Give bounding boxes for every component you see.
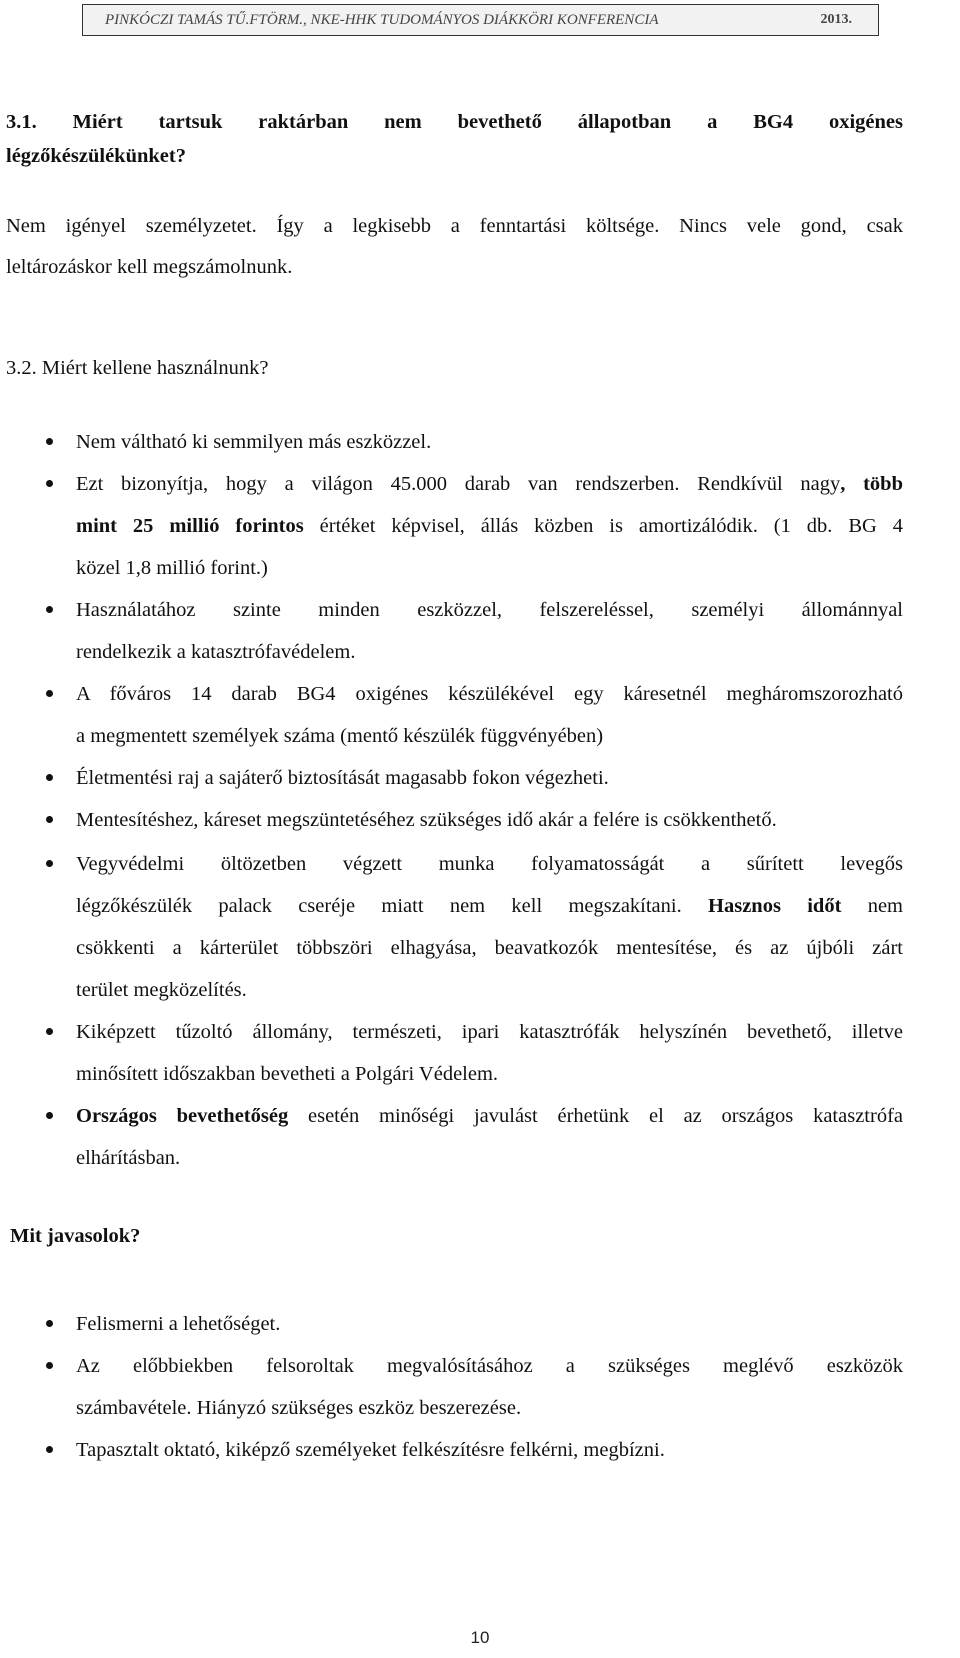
list-item-text: Mentesítéshez, káreset megszüntetéséhez szükséges idő akár a felére is csökkenthető.	[76, 809, 777, 831]
page-header	[82, 4, 879, 36]
section-3-1-para-line2: leltározáskor kell megszámolnunk.	[6, 256, 293, 278]
list-item-emphasis: mint 25 millió forintos	[76, 515, 304, 537]
bullet-icon	[46, 438, 53, 445]
list-item-text: Nem váltható ki semmilyen más eszközzel.	[76, 431, 432, 453]
list-item-text: közel 1,8 millió forint.)	[76, 557, 268, 579]
list-item-text: Felismerni a lehetőséget.	[76, 1313, 281, 1335]
list-item-text: Az előbbiekben felsoroltak megvalósításához a szükséges meglévő eszközök	[76, 1355, 903, 1377]
bullet-icon	[46, 774, 53, 781]
section-3-1-title-line1: 3.1. Miért tartsuk raktárban nem bevethető állapotban a BG4 oxigénes	[6, 111, 903, 133]
list-item-text: csökkenti a kárterület többszöri elhagyása, beavatkozók mentesítése, és az újbóli zárt	[76, 937, 903, 959]
bullet-icon	[46, 606, 53, 613]
list-item-text: Használatához szinte minden eszközzel, felszereléssel, személyi állománnyal	[76, 599, 903, 621]
bullet-icon	[46, 860, 53, 867]
bullet-icon	[46, 1446, 53, 1453]
section-3-1-para-line1: Nem igényel személyzetet. Így a legkisebb a fenntartási költsége. Nincs vele gond, csak	[6, 215, 903, 237]
list-item-text: Vegyvédelmi öltözetben végzett munka folyamatosságát a sűrített levegős	[76, 853, 903, 875]
bullet-icon	[46, 1112, 53, 1119]
list-item-text: a megmentett személyek száma (mentő készülék függvényében)	[76, 725, 604, 747]
list-item-text: Életmentési raj a sajáterő biztosítását magasabb fokon végezheti.	[76, 767, 609, 789]
bullet-icon	[46, 480, 53, 487]
proposal-title: Mit javasolok?	[10, 1225, 141, 1247]
list-item-text: légzőkészülék palack cseréje miatt nem kell megszakítani.	[76, 895, 709, 917]
list-item-text: értéket képvisel, állás közben is amortizálódik. (1 db. BG 4	[303, 515, 903, 537]
list-item-text: Ezt bizonyítja, hogy a világon 45.000 darab van rendszerben. Rendkívül nagy	[76, 473, 841, 495]
list-item-emphasis: Hasznos időt	[708, 895, 842, 917]
list-item-text: minősített időszakban bevetheti a Polgári Védelem.	[76, 1063, 499, 1085]
list-item-text: nem	[841, 895, 903, 917]
section-3-1-title-line2: légzőkészülékünket?	[6, 145, 186, 167]
bullet-icon	[46, 816, 53, 823]
list-item-text: elhárításban.	[76, 1147, 181, 1169]
bullet-icon	[46, 1028, 53, 1035]
bullet-icon	[46, 690, 53, 697]
bullet-icon	[46, 1320, 53, 1327]
list-item-text: A főváros 14 darab BG4 oxigénes készülékével egy káresetnél megháromszorozható	[76, 683, 903, 705]
list-item-text: Kiképzett tűzoltó állomány, természeti, ipari katasztrófák helyszínén bevethető, illetve	[76, 1021, 903, 1043]
list-item-text: Tapasztalt oktató, kiképző személyeket felkészítésre felkérni, megbízni.	[76, 1439, 665, 1461]
list-item-text: rendelkezik a katasztrófavédelem.	[76, 641, 356, 663]
list-item-text: számbavétele. Hiányzó szükséges eszköz beszerezése.	[76, 1397, 522, 1419]
list-item-line	[76, 885, 903, 927]
list-item-text: esetén minőségi javulást érhetünk el az országos katasztrófa	[288, 1105, 903, 1127]
page-number: 10	[470, 1628, 490, 1647]
section-3-2-title: 3.2. Miért kellene használnunk?	[6, 357, 269, 379]
bullet-icon	[46, 1362, 53, 1369]
list-item-text: terület megközelítés.	[76, 979, 247, 1001]
conference-title: PINKÓCZI TAMÁS TŰ.FTÖRM., NKE-HHK TUDOMÁNYOS DIÁKKÖRI KONFERENCIA	[105, 11, 659, 28]
list-item-emphasis: , több	[840, 473, 903, 495]
list-item-emphasis: Országos bevethetőség	[76, 1105, 289, 1127]
list-item-line	[76, 505, 903, 547]
list-item-line	[76, 1095, 903, 1137]
list-item-line	[76, 463, 903, 505]
header-year: 2013.	[820, 12, 852, 27]
